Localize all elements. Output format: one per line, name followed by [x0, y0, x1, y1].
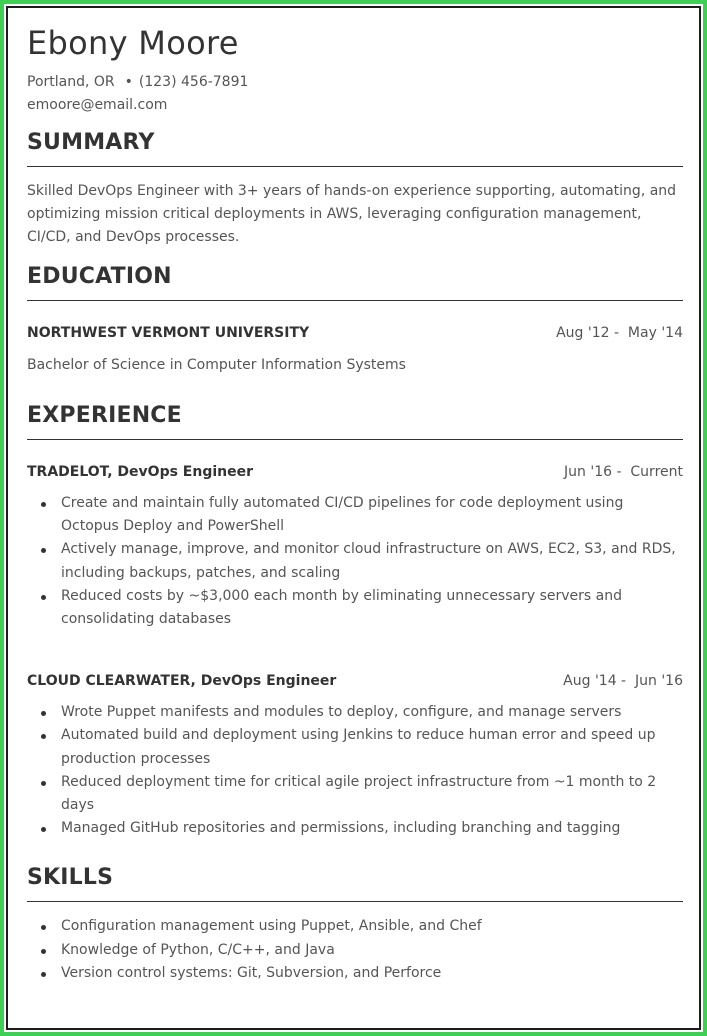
- bullet-dot: [41, 949, 46, 954]
- experience-section: [27, 402, 683, 840]
- list-item: [27, 939, 683, 962]
- bullet-dot: [41, 781, 46, 786]
- list-item: [27, 538, 683, 584]
- list-item: [27, 585, 683, 631]
- list-item: [27, 701, 683, 724]
- job-title: CLOUD CLEARWATER, DevOps Engineer: [27, 673, 337, 690]
- resume-page: [27, 18, 683, 985]
- section-divider: [27, 901, 683, 902]
- skill-text: Configuration management using Puppet, Ansible, and Chef: [61, 918, 482, 935]
- job-bullets: [27, 492, 683, 631]
- job-title: TRADELOT, DevOps Engineer: [27, 464, 254, 480]
- summary-text: Skilled DevOps Engineer with 3+ years of hands-on experience supporting, automating, and optimizing mission critical deployments in AWS, leveraging configuration management, CI/CD, and DevOps processes.: [27, 183, 677, 245]
- skills-section: [27, 864, 683, 985]
- education-section: [27, 263, 683, 377]
- list-item: [27, 724, 683, 770]
- summary-section: [27, 129, 683, 249]
- section-divider: [27, 439, 683, 440]
- section-divider: [27, 166, 683, 167]
- bullet-text: Reduced deployment time for critical agile project infrastructure from ~1 month to 2 days: [61, 773, 657, 814]
- list-item: [27, 817, 683, 840]
- summary-heading: SUMMARY: [27, 130, 155, 155]
- job-header: [27, 462, 683, 482]
- bullet-dot: [41, 595, 46, 600]
- bullet-dot: [41, 502, 46, 507]
- job-bullets: [27, 701, 683, 840]
- list-item: [27, 915, 683, 938]
- bullet-text: Automated build and deployment using Jenkins to reduce human error and speed up production processes: [61, 727, 656, 767]
- list-item: [27, 962, 683, 985]
- job-entry: [27, 671, 683, 840]
- school-name: NORTHWEST VERMONT UNIVERSITY: [27, 325, 310, 341]
- bullet-dot: [41, 925, 46, 930]
- job-entry: [27, 462, 683, 631]
- separator-bullet: •: [124, 74, 133, 90]
- bullet-dot: [41, 972, 46, 977]
- email: emoore@email.com: [27, 97, 168, 113]
- bullet-text: Reduced costs by ~$3,000 each month by eliminating unnecessary servers and consolidating databases: [61, 587, 622, 628]
- contact-line: [27, 71, 683, 94]
- bullet-dot: [41, 734, 46, 739]
- bullet-text: Create and maintain fully automated CI/CD pipelines for code deployment using Octopus Deploy and PowerShell: [61, 495, 624, 535]
- section-divider: [27, 300, 683, 301]
- location: Portland, OR: [27, 74, 115, 90]
- candidate-name: Ebony Moore: [27, 24, 239, 62]
- bullet-dot: [41, 711, 46, 716]
- job-header: [27, 671, 683, 691]
- education-dates: Aug '12 - May '14: [556, 325, 683, 341]
- degree: Bachelor of Science in Computer Information Systems: [27, 357, 406, 373]
- skill-text: Knowledge of Python, C/C++, and Java: [61, 941, 335, 958]
- skills-heading: SKILLS: [27, 865, 114, 891]
- experience-heading: EXPERIENCE: [27, 403, 182, 428]
- bullet-dot: [41, 827, 46, 832]
- list-item: [27, 771, 683, 817]
- education-entry-header: [27, 323, 683, 343]
- bullet-text: Managed GitHub repositories and permissions, including branching and tagging: [61, 820, 621, 837]
- job-dates: Aug '14 - Jun '16: [563, 673, 683, 690]
- skills-list: [27, 915, 683, 985]
- bullet-dot: [41, 548, 46, 553]
- education-heading: EDUCATION: [27, 264, 172, 289]
- skill-text: Version control systems: Git, Subversion, and Perforce: [61, 964, 442, 981]
- bullet-text: Wrote Puppet manifests and modules to deploy, configure, and manage servers: [61, 704, 622, 721]
- bullet-text: Actively manage, improve, and monitor cloud infrastructure on AWS, EC2, S3, and RDS, including backups, patches, and scaling: [61, 541, 676, 581]
- list-item: [27, 492, 683, 538]
- job-dates: Jun '16 - Current: [564, 464, 683, 480]
- phone: (123) 456-7891: [138, 74, 249, 90]
